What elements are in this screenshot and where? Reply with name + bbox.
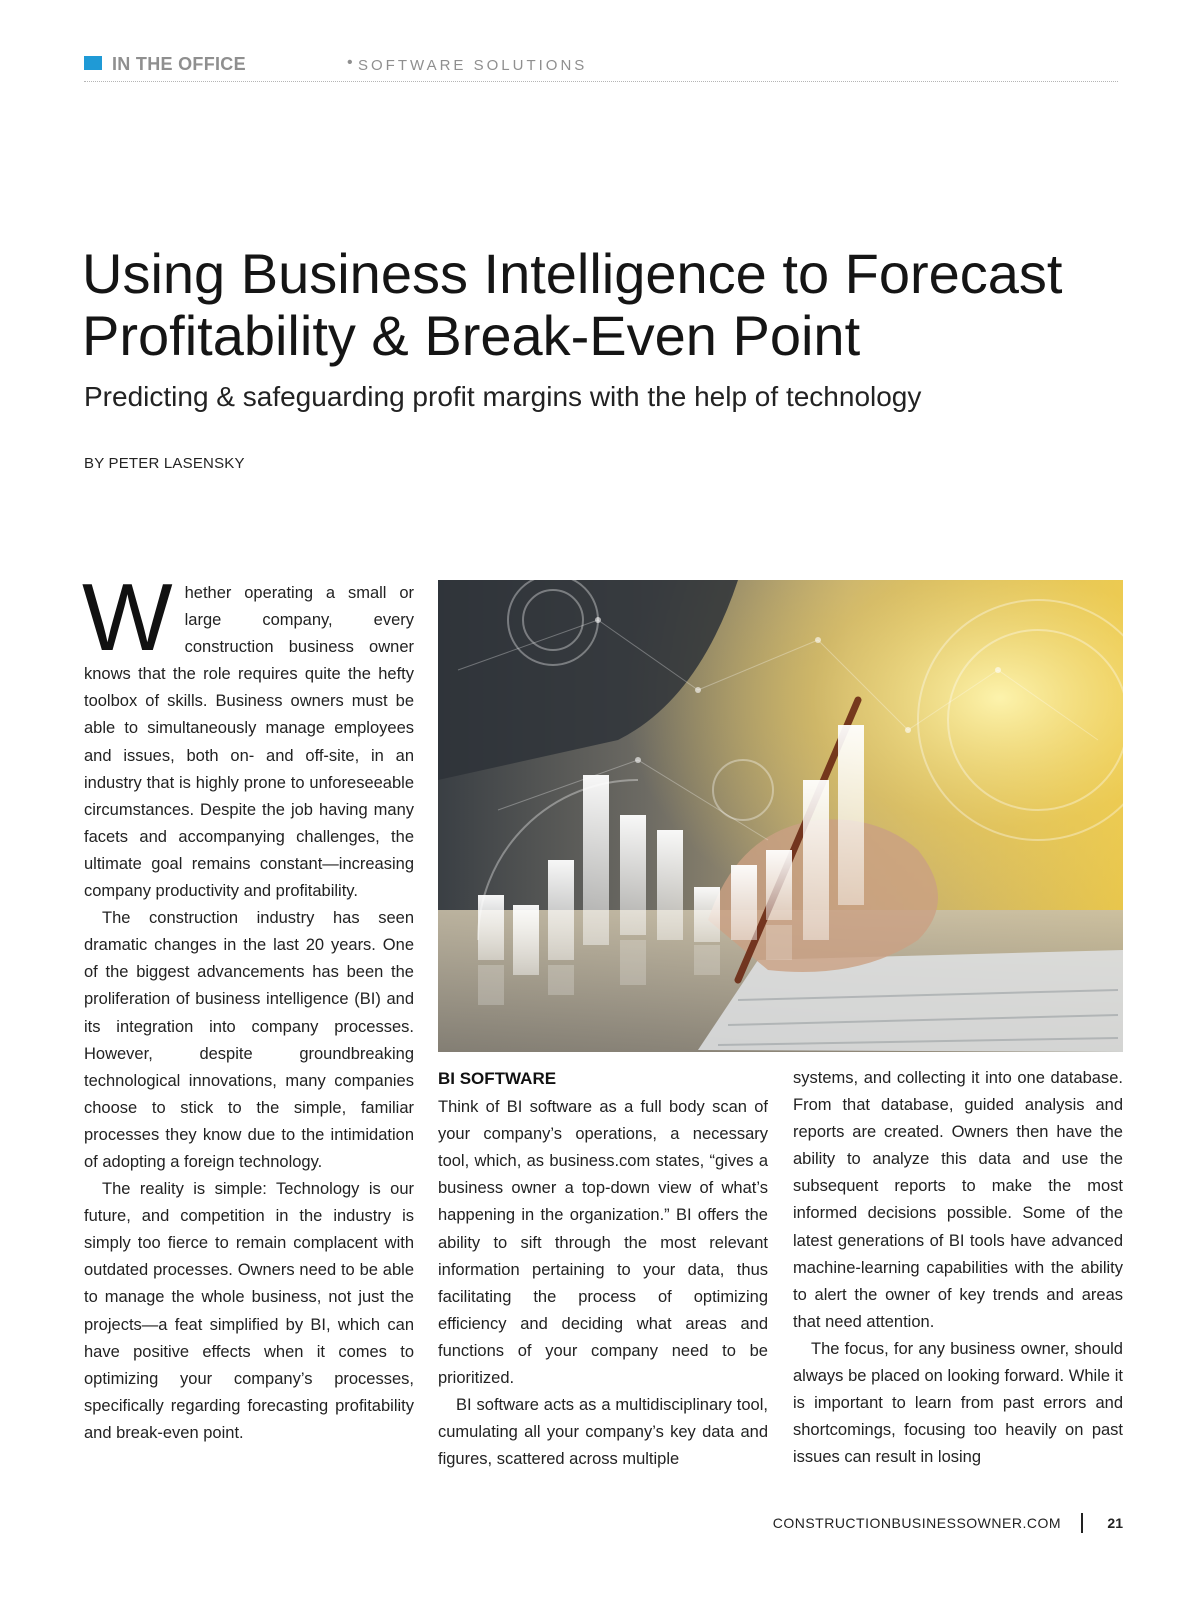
website-url: CONSTRUCTIONBUSINESSOWNER.COM [772, 1515, 1061, 1531]
section-marker [84, 56, 102, 70]
paragraph-text: hether operating a small or large company, every construction business owner knows that the role requires quite the hefty toolbox of skills. Business owners must be able to simultaneously manage employees and issues, both on- and off-site, in an industry that is highly prone to unforeseeable circumstances. Despite the job having many facets and accompanying challenges, the ultimate goal remains constant—increasing company productivity and profitability. [84, 584, 414, 901]
byline: BY PETER LASENSKY [84, 455, 245, 472]
section-name: IN THE OFFICE [112, 54, 246, 74]
title-line-2: Profitability & Break-Even Point [82, 304, 861, 367]
article-photo [438, 580, 1123, 1052]
paragraph: BI software acts as a multidisciplinary tool, cumulating all your company’s key data and figures, scattered across multiple [438, 1396, 768, 1469]
column-1 [82, 564, 414, 1447]
title-line-1: Using Business Intelligence to Forecast [82, 242, 1063, 305]
column-3 [793, 1065, 1123, 1471]
section-heading: BI SOFTWARE [438, 1069, 557, 1088]
header-separator: • [347, 54, 353, 71]
footer-divider [1081, 1513, 1083, 1533]
article-title [82, 243, 1142, 367]
page-number: 21 [1107, 1515, 1123, 1531]
paragraph [82, 564, 414, 905]
paragraph: The construction industry has seen dramatic changes in the last 20 years. One of the biggest advancements has been the proliferation of business intelligence (BI) and its integration into company processes. However, despite groundbreaking technological innovations, many companies choose to stick to the simple, familiar processes they know due to the intimidation of adopting a foreign technology. [84, 909, 414, 1171]
paragraph: systems, and collecting it into one database. From that database, guided analysis and reports are created. Owners then have the ability to analyze this data and use the subsequent reports to make the most informed decisions possible. Some of the latest generations of BI tools have advanced machine-learning capabilities with the ability to alert the owner of key trends and areas that need attention. [793, 1069, 1123, 1331]
page-footer [760, 1513, 1123, 1537]
paragraph: The focus, for any business owner, should always be placed on looking forward. While it is important to learn from past errors and shortcomings, focusing too heavily on past issues can result in losing [793, 1339, 1123, 1467]
business-chart-photo [438, 580, 1123, 1052]
paragraph: The reality is simple: Technology is our future, and competition in the industry is simply too fierce to remain complacent with outdated processes. Owners need to be able to manage the whole business, not just the projects—a feat simplified by BI, which can have positive effects when it comes to optimizing your company’s processes, specifically regarding forecasting profitability and break-even point. [84, 1180, 414, 1442]
column-2 [438, 1065, 768, 1473]
paragraph: Think of BI software as a full body scan of your company’s operations, a necessary tool, which, as business.com states, “gives a business owner a top-down view of what’s happening in the organization.” BI offers the ability to sift through the most relevant information pertaining to your data, thus facilitating the process of optimizing efficiency and deciding what areas and functions of your company need to be prioritized. [438, 1098, 768, 1388]
article-subtitle: Predicting & safeguarding profit margins with the help of technology [84, 381, 922, 412]
drop-cap: W [82, 564, 173, 671]
subsection-name: SOFTWARE SOLUTIONS [358, 57, 588, 74]
page-header [84, 55, 1118, 82]
